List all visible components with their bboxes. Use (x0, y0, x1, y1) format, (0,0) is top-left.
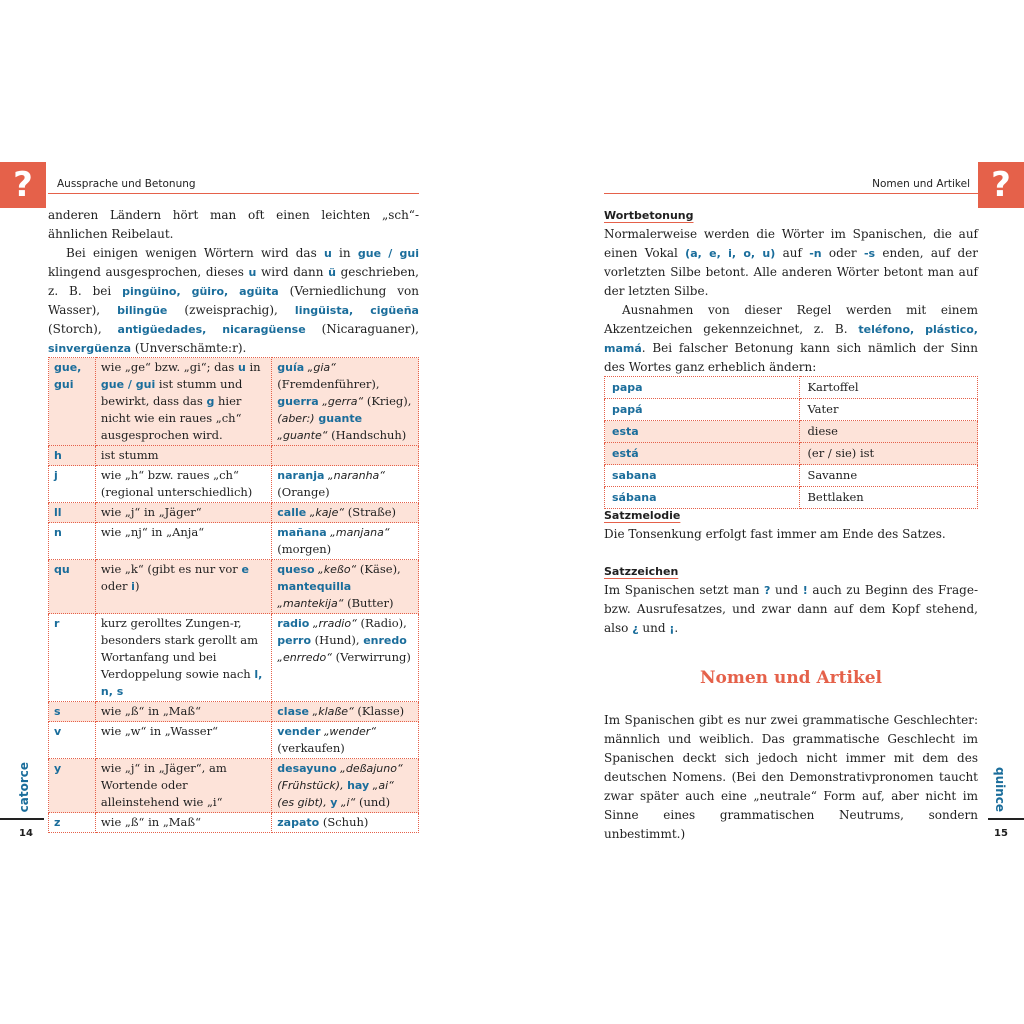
table-row: h ist stumm (49, 446, 419, 466)
section-heading: Satzmelodie (604, 509, 681, 522)
table-row: s wie „ß“ in „Maß“ clase „klaße“ (Klasse) (49, 702, 419, 722)
question-mark-icon: ? (0, 162, 46, 208)
satzzeichen-section (604, 562, 978, 638)
nomen-section-text (604, 711, 978, 844)
table-row: gue, gui wie „ge“ bzw. „gi“; das u in gue / gui ist stumm und bewirkt, dass das g hier nicht wie ein raues „ch“ ausgesprochen wird. guía „gia“ (Fremdenführer), guerra „gerra“ (Krieg), (aber:) guante „guante“ (Handschuh) (49, 358, 419, 446)
paragraph: Bei einigen wenigen Wörtern wird das u in gue / gui klingend ausgesprochen, dieses u wird dann ü geschrieben, z. B. bei pingüino, güiro, agüita (Verniedlichung von Wasser), bilingüe (zweisprachig), lingüista, cigüeña (Storch), antigüedades, nicaragüense (Nicaraguaner), sinvergüenza (Unverschämte:r). (48, 246, 419, 355)
section-heading: Satzzeichen (604, 565, 679, 578)
page-number-left: 14 (19, 828, 33, 839)
stress-word-table (604, 376, 978, 509)
table-row: sábana Bettlaken (605, 487, 978, 509)
table-row: esta diese (605, 421, 978, 443)
table-row: qu wie „k“ (gibt es nur vor e oder i) queso „keßo“ (Käse), mantequilla „mantekija“ (Butter) (49, 560, 419, 614)
left-body-text (48, 206, 419, 358)
table-row: z wie „ß“ in „Maß“ zapato (Schuh) (49, 813, 419, 833)
header-rule-left (48, 193, 419, 194)
section-title: Nomen und Artikel (700, 668, 882, 688)
page-number-right: 15 (994, 828, 1008, 839)
paragraph: Normalerweise werden die Wörter im Spanischen, die auf einen Vokal (a, e, i, o, u) auf -n oder -s enden, auf der vorletzten Silbe betont. Alle anderen Wörter betont man auf der letzten Silbe. (604, 227, 979, 298)
question-mark-icon: ? (978, 162, 1024, 208)
page-number-rule-right (988, 818, 1024, 820)
paragraph: Die Tonsenkung erfolgt fast immer am Ende des Satzes. (604, 527, 946, 541)
table-row: papa Kartoffel (605, 377, 978, 399)
table-row: j wie „h“ bzw. raues „ch“ (regional unterschiedlich) naranja „naranha“ (Orange) (49, 466, 419, 503)
table-row: y wie „j“ in „Jäger“, am Wortende oder alleinstehend wie „i“ desayuno „deßajuno“ (Frühstück), hay „ai“ (es gibt), y „i“ (und) (49, 759, 419, 813)
side-label-right: quince (993, 767, 1007, 813)
table-row: ll wie „j“ in „Jäger“ calle „kaje“ (Straße) (49, 503, 419, 523)
table-row: r kurz gerolltes Zungen-r, besonders stark gerollt am Wortanfang und bei Verdoppelung sowie nach l, n, s radio „rradio“ (Radio), perro (Hund), enredo „enrredo“ (Verwirrung) (49, 614, 419, 702)
paragraph: Ausnahmen von dieser Regel werden mit einem Akzentzeichen gekennzeichnet, z. B. teléfono, plástico, mamá. Bei falscher Betonung kann sich nämlich der Sinn des Wortes ganz erheblich ändern: (604, 303, 978, 374)
table-row: n wie „nj“ in „Anja“ mañana „manjana“ (morgen) (49, 523, 419, 560)
wortbetonung-section (604, 206, 978, 377)
paragraph: anderen Ländern hört man oft einen leichten „sch“-ähnlichen Reibelaut. (48, 208, 419, 241)
section-heading: Wortbetonung (604, 209, 694, 222)
table-row: papá Vater (605, 399, 978, 421)
table-row: sabana Savanne (605, 465, 978, 487)
satzmelodie-section (604, 506, 978, 544)
running-header-right: Nomen und Artikel (872, 178, 970, 190)
table-row: está (er / sie) ist (605, 443, 978, 465)
page-number-rule-left (0, 818, 44, 820)
running-header-left: Aussprache und Betonung (57, 178, 196, 190)
paragraph: Im Spanischen setzt man ? und ! auch zu Beginn des Frage- bzw. Ausrufesatzes, und zwar dann auf dem Kopf stehend, also ¿ und ¡. (604, 583, 978, 635)
side-label-left: catorce (17, 762, 31, 813)
paragraph: Im Spanischen gibt es nur zwei grammatische Geschlechter: männlich und weiblich. Das grammatische Geschlecht im Spanischen deckt sich jedoch nicht immer mit dem des deutschen Nomens. (Bei den Demonstrativpronomen taucht zwar später auch eine „neutrale“ Form auf, aber nicht im Sinne eines grammatischen Neutrums, sondern unbestimmt.) (604, 713, 978, 841)
header-rule-right (604, 193, 978, 194)
pronunciation-table (48, 357, 419, 833)
table-row: v wie „w“ in „Wasser“ vender „wender“ (verkaufen) (49, 722, 419, 759)
